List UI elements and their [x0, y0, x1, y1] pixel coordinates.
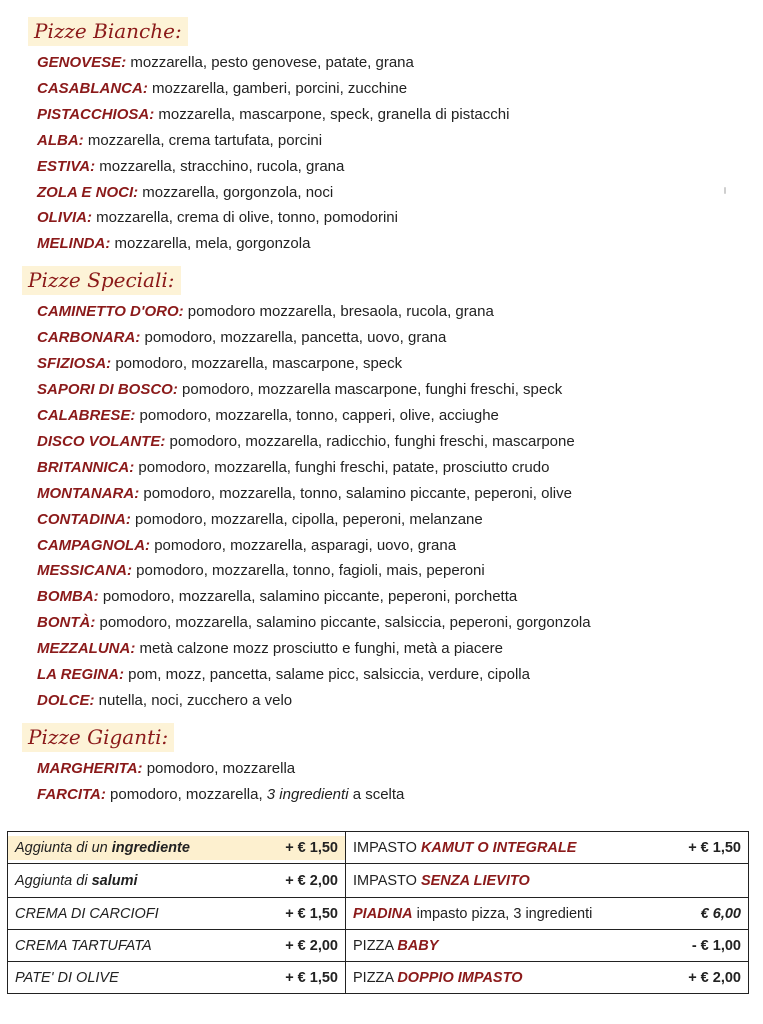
extra-label-strong: SENZA LIEVITO: [420, 872, 530, 889]
menu-item-la-regina: [37, 665, 530, 685]
extra-price: + € 1,50: [285, 969, 338, 986]
item-desc: pomodoro mozzarella, bresaola, rucola, grana: [183, 303, 494, 320]
item-name: FARCITA:: [37, 786, 106, 803]
section-title-speciali: Pizze Speciali:: [22, 266, 181, 295]
menu-item-olivia: [37, 208, 398, 228]
item-name: MESSICANA:: [37, 562, 133, 579]
item-name: MONTANARA:: [37, 485, 140, 502]
extra-label-part: Aggiunta di: [15, 872, 92, 889]
extra-price: - € 1,00: [691, 937, 741, 954]
item-name: SAPORI DI BOSCO:: [37, 381, 178, 398]
extra-label-part: impasto pizza, 3 ingredienti: [412, 905, 593, 922]
extra-price: € 6,00: [700, 905, 741, 922]
extra-label-part: Aggiunta di un: [15, 839, 112, 856]
item-desc: [106, 786, 405, 803]
menu-item-genovese: [37, 53, 414, 73]
item-name: BONTÀ:: [37, 614, 96, 631]
menu-item-campagnola: [37, 536, 456, 556]
item-desc: nutella, noci, zucchero a velo: [94, 692, 293, 709]
item-name: CASABLANCA:: [37, 80, 148, 97]
extra-label-part: IMPASTO: [353, 872, 421, 889]
item-name: MARGHERITA:: [37, 760, 143, 777]
extra-label: [15, 873, 138, 889]
menu-item-casablanca: [37, 79, 407, 99]
extra-label: [353, 938, 438, 954]
item-desc-part: a scelta: [348, 786, 405, 803]
item-name: CAMPAGNOLA:: [37, 537, 151, 554]
menu-item-melinda: [37, 234, 310, 254]
item-name: SFIZIOSA:: [37, 355, 112, 372]
item-desc: pomodoro, mozzarella, tonno, fagioli, mais, peperoni: [132, 562, 485, 579]
menu-item-britannica: [37, 458, 549, 478]
extra-label: CREMA TARTUFATA: [15, 937, 152, 954]
menu-item-estiva: [37, 157, 344, 177]
item-desc: mozzarella, gamberi, porcini, zucchine: [147, 80, 408, 97]
item-desc: mozzarella, mascarpone, speck, granella di pistacchi: [154, 106, 510, 123]
extra-cell-piadina: [346, 898, 749, 930]
item-name: ESTIVA:: [37, 158, 96, 175]
extra-label: PATE' DI OLIVE: [15, 969, 119, 986]
item-name: LA REGINA:: [37, 666, 124, 683]
menu-item-carbonara: [37, 328, 446, 348]
extra-label-strong: KAMUT O INTEGRALE: [420, 839, 577, 856]
item-name: CALABRESE:: [37, 407, 136, 424]
section-title-giganti: Pizze Giganti:: [22, 723, 174, 752]
item-name: OLIVIA:: [37, 209, 92, 226]
item-desc-italic: 3 ingredienti: [266, 786, 349, 803]
menu-item-bonta: [37, 613, 591, 633]
menu-item-disco-volante: [37, 432, 575, 452]
item-desc: pomodoro, mozzarella, salamino piccante, peperoni, porchetta: [98, 588, 518, 605]
extra-cell-salumi: [8, 864, 346, 898]
menu-item-alba: [37, 131, 322, 151]
table-row: [8, 832, 749, 864]
extra-label-strong: ingrediente: [111, 839, 190, 856]
extra-cell-baby: [346, 930, 749, 962]
item-name: CARBONARA:: [37, 329, 141, 346]
item-name: DOLCE:: [37, 692, 95, 709]
item-name: BOMBA:: [37, 588, 99, 605]
item-desc: pomodoro, mozzarella, mascarpone, speck: [111, 355, 403, 372]
extra-label-strong: salumi: [91, 872, 138, 889]
item-name: CONTADINA:: [37, 511, 131, 528]
menu-item-dolce: [37, 691, 292, 711]
item-name: GENOVESE:: [37, 54, 127, 71]
item-name: MELINDA:: [37, 235, 111, 252]
stray-mark: [724, 187, 726, 194]
extra-label-part: IMPASTO: [353, 839, 421, 856]
item-name: CAMINETTO D'ORO:: [37, 303, 184, 320]
menu-item-mezzaluna: [37, 639, 503, 659]
menu-item-montanara: [37, 484, 572, 504]
extra-cell-senza-lievito: [346, 864, 749, 898]
menu-item-bomba: [37, 587, 517, 607]
extra-price: + € 1,50: [285, 839, 338, 856]
extra-price: + € 2,00: [285, 937, 338, 954]
extra-label-strong: BABY: [397, 937, 439, 954]
table-row: [8, 898, 749, 930]
extra-label-part: PIZZA: [353, 969, 398, 986]
extra-label-strong: DOPPIO IMPASTO: [397, 969, 523, 986]
item-name: ALBA:: [37, 132, 84, 149]
item-desc: mozzarella, crema di olive, tonno, pomodorini: [92, 209, 398, 226]
item-name: PISTACCHIOSA:: [37, 106, 155, 123]
extra-cell-pate-olive: [8, 962, 346, 994]
item-desc: mozzarella, stracchino, rucola, grana: [95, 158, 345, 175]
menu-item-caminetto-doro: [37, 302, 494, 322]
extra-cell-kamut: [346, 832, 749, 864]
menu-item-messicana: [37, 561, 485, 581]
extra-price: + € 1,50: [285, 905, 338, 922]
item-desc: pom, mozz, pancetta, salame picc, salsiccia, verdure, cipolla: [123, 666, 530, 683]
extra-label: [15, 840, 190, 856]
extras-table: [7, 831, 749, 994]
item-desc: pomodoro, mozzarella: [142, 760, 296, 777]
menu-item-calabrese: [37, 406, 499, 426]
item-desc: pomodoro, mozzarella, radicchio, funghi freschi, mascarpone: [165, 433, 575, 450]
item-desc: pomodoro, mozzarella, cipolla, peperoni, melanzane: [130, 511, 483, 528]
item-desc: pomodoro, mozzarella, tonno, capperi, olive, acciughe: [135, 407, 499, 424]
item-desc: mozzarella, mela, gorgonzola: [110, 235, 311, 252]
item-name: BRITANNICA:: [37, 459, 135, 476]
item-desc: metà calzone mozz prosciutto e funghi, metà a piacere: [135, 640, 504, 657]
item-desc: pomodoro, mozzarella, funghi freschi, patate, prosciutto crudo: [134, 459, 550, 476]
table-row: [8, 930, 749, 962]
extra-price: + € 2,00: [688, 969, 741, 986]
extra-label: [353, 873, 530, 889]
menu-item-contadina: [37, 510, 483, 530]
extra-cell-crema-tartufata: [8, 930, 346, 962]
item-desc: mozzarella, gorgonzola, noci: [138, 184, 334, 201]
extra-cell-doppio-impasto: [346, 962, 749, 994]
extra-price: + € 2,00: [285, 872, 338, 889]
item-desc: pomodoro, mozzarella, tonno, salamino piccante, peperoni, olive: [139, 485, 572, 502]
extra-price: + € 1,50: [688, 839, 741, 856]
menu-item-sapori-di-bosco: [37, 380, 562, 400]
item-name: MEZZALUNA:: [37, 640, 136, 657]
menu-item-farcita: [37, 785, 404, 805]
menu-item-sfiziosa: [37, 354, 402, 374]
menu-item-zola-e-noci: [37, 183, 333, 203]
extra-label: CREMA DI CARCIOFI: [15, 905, 159, 922]
menu-item-pistacchiosa: [37, 105, 509, 125]
item-desc: mozzarella, pesto genovese, patate, grana: [126, 54, 414, 71]
item-desc: pomodoro, mozzarella, pancetta, uovo, grana: [140, 329, 447, 346]
item-desc: mozzarella, crema tartufata, porcini: [83, 132, 323, 149]
table-row: [8, 962, 749, 994]
item-name: ZOLA E NOCI:: [37, 184, 139, 201]
item-desc: pomodoro, mozzarella, salamino piccante, salsiccia, peperoni, gorgonzola: [95, 614, 591, 631]
item-name: DISCO VOLANTE:: [37, 433, 166, 450]
extra-label: [353, 906, 592, 922]
menu-item-margherita: [37, 759, 295, 779]
extra-label-strong: PIADINA: [353, 905, 413, 922]
extra-cell-crema-carciofi: [8, 898, 346, 930]
item-desc: pomodoro, mozzarella mascarpone, funghi freschi, speck: [177, 381, 563, 398]
section-title-bianche: Pizze Bianche:: [28, 17, 188, 46]
table-row: [8, 864, 749, 898]
extra-cell-ingrediente: [8, 832, 346, 864]
item-desc: pomodoro, mozzarella, asparagi, uovo, grana: [150, 537, 457, 554]
item-desc-part: pomodoro, mozzarella,: [105, 786, 267, 803]
extra-label: [353, 840, 576, 856]
extra-label: [353, 970, 522, 986]
extra-label-part: PIZZA: [353, 937, 398, 954]
